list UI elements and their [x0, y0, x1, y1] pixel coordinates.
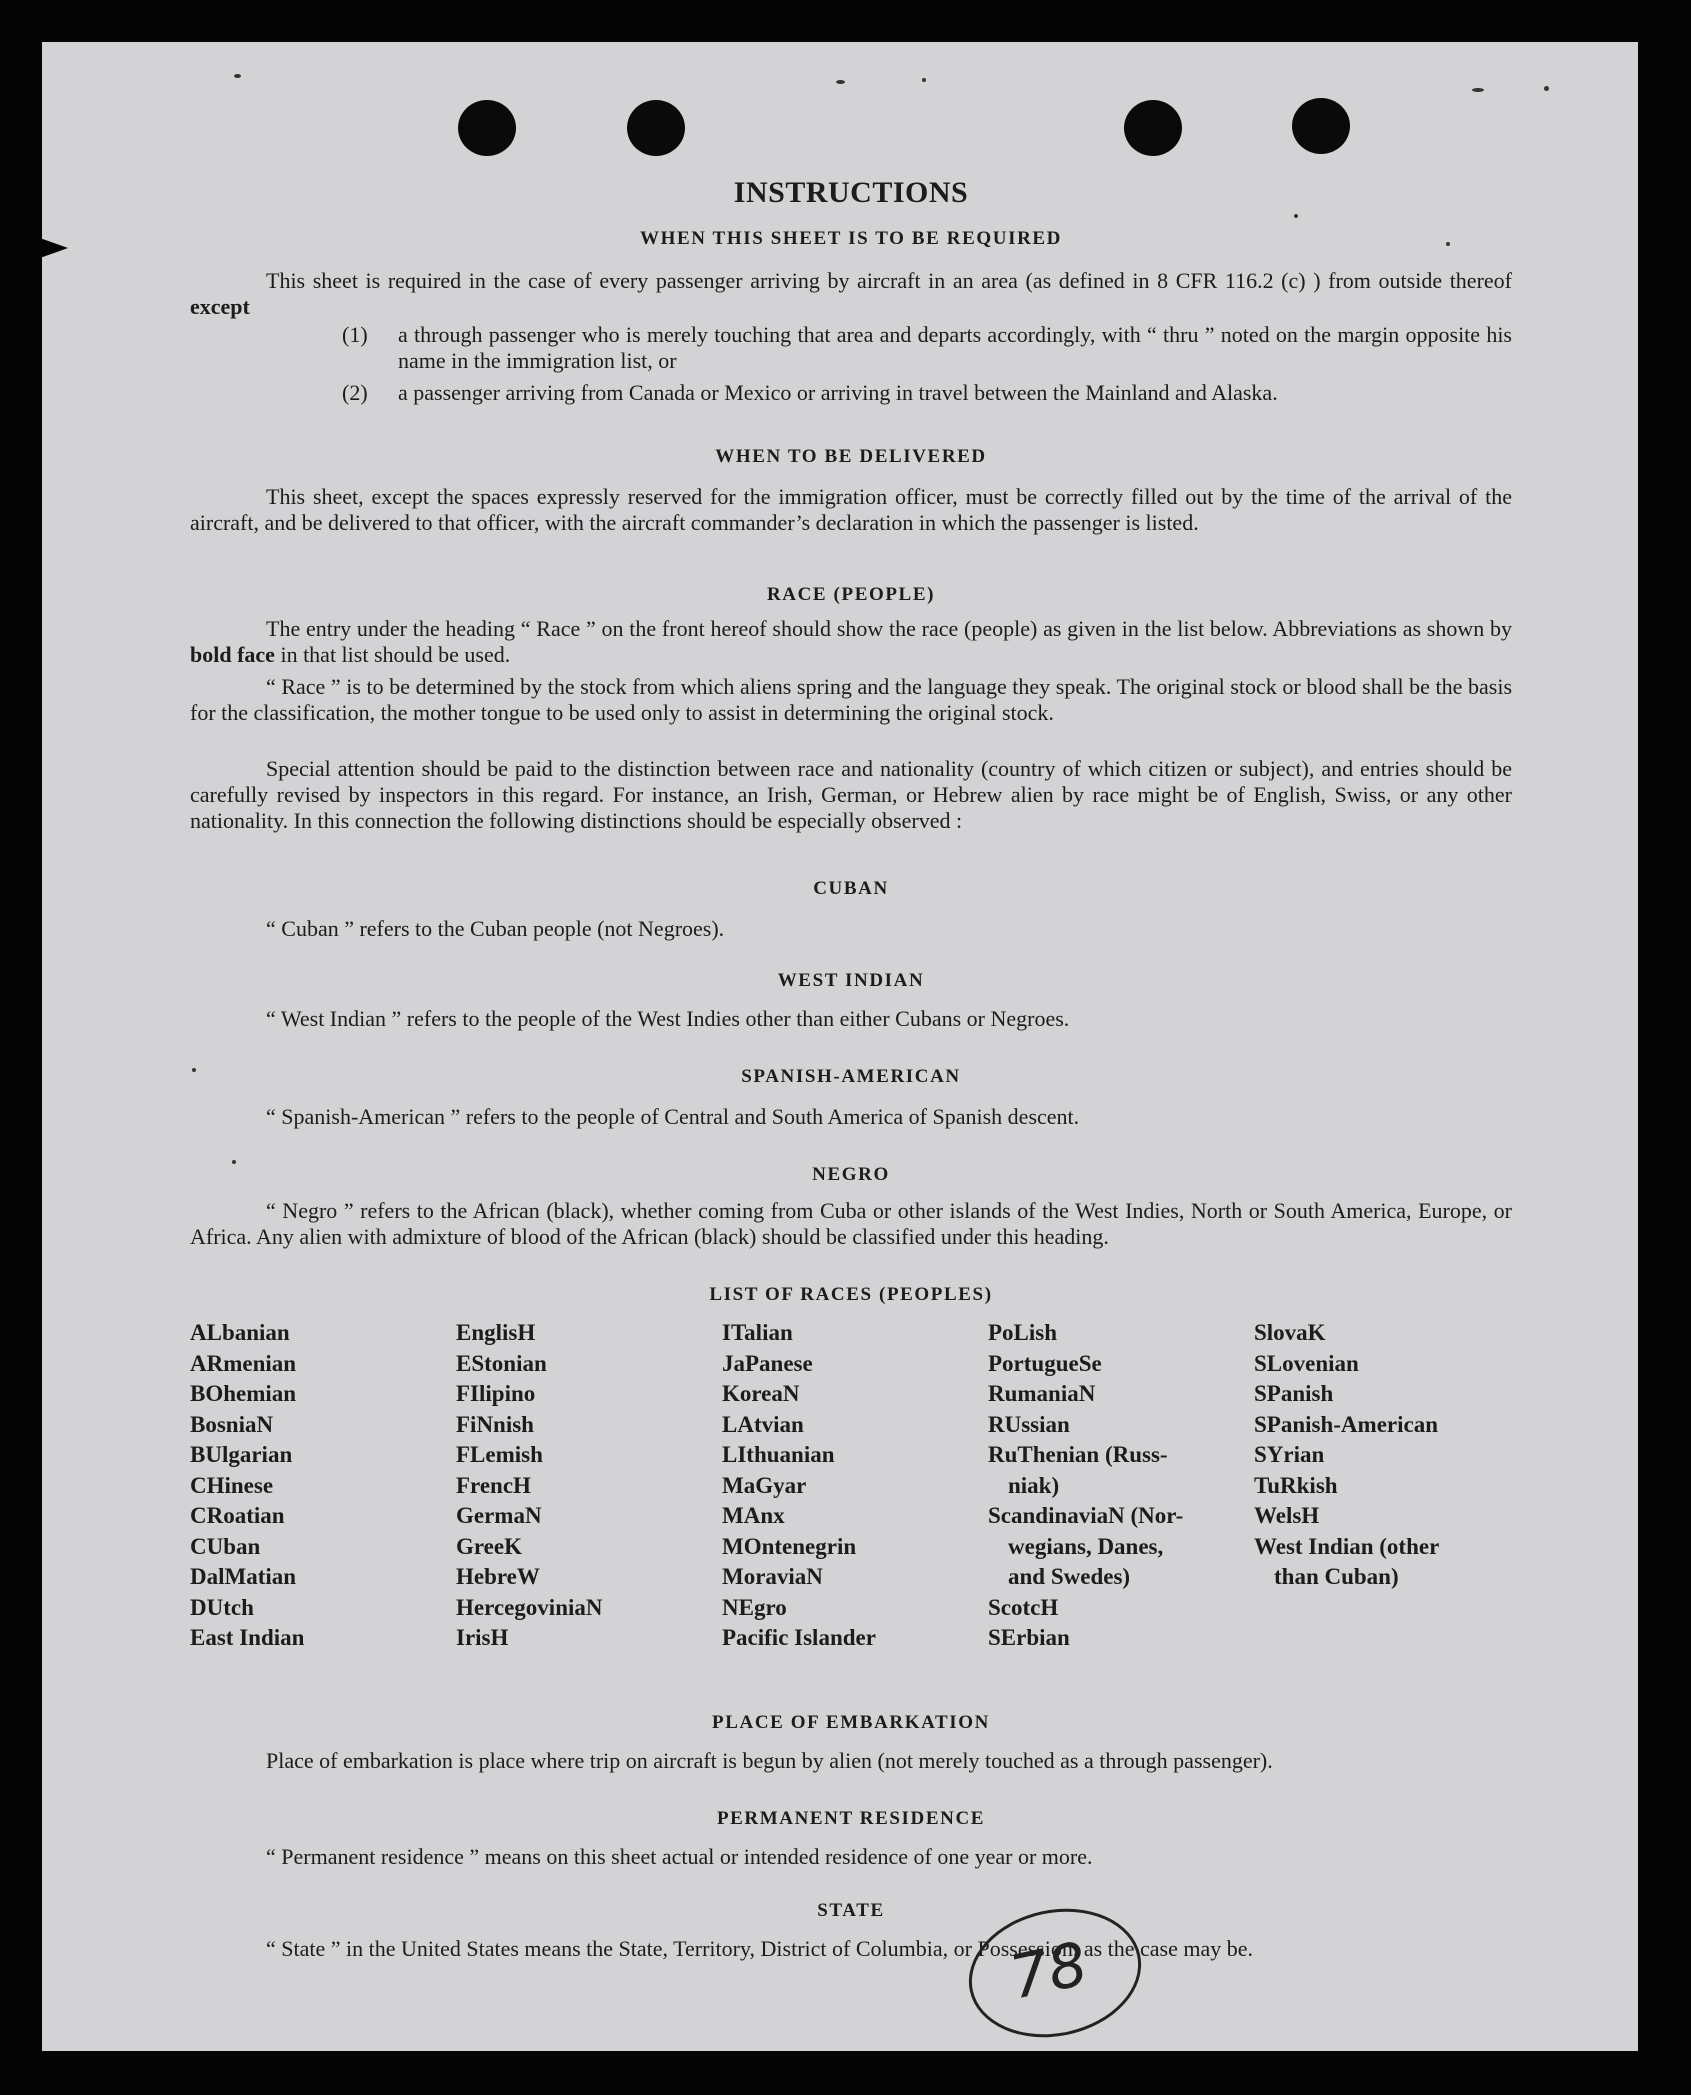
race-entry: CUban — [190, 1533, 261, 1559]
speck — [1472, 88, 1484, 92]
race-entry: SYrian — [1254, 1442, 1325, 1467]
race-entry-continued: niak) — [1008, 1472, 1060, 1498]
race-entry: MoraviaN — [722, 1564, 823, 1589]
race-entry: East Indian — [190, 1625, 305, 1650]
heading-list-of-races: LIST OF RACES (PEOPLES) — [709, 1284, 993, 1305]
state-text: “ State ” in the United States means the State, Territory, District of Columbia, or Possession, as the case may be. — [266, 1936, 1254, 1961]
race-entry: BUlgarian — [190, 1442, 293, 1467]
cuban-text: “ Cuban ” refers to the Cuban people (not Negroes). — [266, 916, 725, 941]
race-entry: ALbanian — [190, 1320, 290, 1345]
race-entry: FIlipino — [456, 1381, 536, 1406]
race-text-1c: in that list should be used. — [280, 642, 511, 667]
race-entry-continued: wegians, Danes, — [1008, 1533, 1164, 1559]
race-entry: PortugueSe — [988, 1350, 1102, 1376]
race-entry: MaGyar — [722, 1472, 807, 1498]
race-entry: LIthuanian — [722, 1442, 835, 1467]
race-entry: BosniaN — [190, 1411, 274, 1437]
except-bold: except — [190, 294, 250, 319]
embarkation-text: Place of embarkation is place where trip on aircraft is begun by alien (not merely touched as a through passenger). — [266, 1748, 1273, 1773]
race-entry: FiNnish — [456, 1411, 534, 1437]
race-entry: GreeK — [456, 1533, 522, 1559]
races-column-2 — [456, 1318, 706, 1654]
race-entry: CHinese — [190, 1472, 274, 1498]
race-entry: PoLish — [988, 1320, 1058, 1345]
race-entry: ITalian — [722, 1320, 793, 1345]
item-number: (2) — [342, 380, 368, 405]
race-entry: SPanish-American — [1254, 1411, 1438, 1437]
paragraph-race-3 — [190, 756, 1512, 834]
race-entry: FrencH — [456, 1472, 531, 1498]
punch-hole — [1292, 98, 1350, 154]
race-entry: JaPanese — [722, 1350, 813, 1376]
heading-spanish-american: SPANISH-AMERICAN — [741, 1066, 961, 1087]
race-entry: SLovenian — [1254, 1350, 1359, 1376]
paragraph-when-delivered — [190, 484, 1512, 536]
race-entry-continued: than Cuban) — [1274, 1564, 1399, 1589]
race-entry: West Indian (other — [1254, 1533, 1440, 1559]
heading-when-delivered: WHEN TO BE DELIVERED — [715, 446, 987, 467]
heading-state: STATE — [817, 1900, 885, 1921]
heading-when-required: WHEN THIS SHEET IS TO BE REQUIRED — [639, 228, 1063, 249]
race-text-3: Special attention should be paid to the distinction between race and nationality (country of which citizen or subject), and entries should be carefully revised by inspectors in this regard. For instance, an Irish, German, or Hebrew alien by race might be of English, Swiss, or any other nationality. In this connection the following distinctions should be especially observed : — [190, 756, 1512, 833]
races-column-1 — [190, 1318, 440, 1654]
stamp-number: 78 — [1004, 1929, 1094, 2014]
race-entry: TuRkish — [1254, 1472, 1338, 1498]
speck — [836, 80, 845, 84]
heading-race: RACE (PEOPLE) — [766, 584, 936, 605]
paragraph-race-2 — [190, 674, 1512, 726]
race-entry: BOhemian — [190, 1381, 297, 1406]
race-entry: MAnx — [722, 1503, 785, 1528]
race-entry: EnglisH — [456, 1320, 536, 1345]
negro-text: “ Negro ” refers to the African (black), whether coming from Cuba or other islands of the West Indies, North or South America, Europe, or Africa. Any alien with admixture of blood of the African (black) should be classified under this heading. — [190, 1198, 1512, 1249]
page-title: INSTRUCTIONS — [733, 176, 969, 209]
race-entry: EStonian — [456, 1350, 547, 1376]
heading-cuban: CUBAN — [813, 878, 889, 899]
document-page — [42, 42, 1638, 2051]
edge-marker — [42, 238, 68, 258]
exception-item-1 — [342, 322, 1512, 374]
speck — [234, 74, 241, 78]
speck — [1294, 214, 1298, 218]
paragraph-west-indian — [190, 1006, 1512, 1032]
item-text: a through passenger who is merely touching that area and departs accordingly, with “ thru ” noted on the margin opposite his name in the immigration list, or — [398, 322, 1512, 373]
paragraph-embarkation — [190, 1748, 1512, 1774]
paragraph-spanish-american — [190, 1104, 1512, 1130]
item-number: (1) — [342, 322, 368, 347]
race-entry: MOntenegrin — [722, 1533, 857, 1559]
item-text: a passenger arriving from Canada or Mexico or arriving in travel between the Mainland and Alaska. — [398, 380, 1278, 405]
races-column-4 — [988, 1318, 1238, 1654]
race-text-2: “ Race ” is to be determined by the stock from which aliens spring and the language they speak. The original stock or blood shall be the basis for the classification, the mother tongue to be used only to assist in determining the original stock. — [190, 674, 1512, 725]
race-entry-continued: and Swedes) — [1008, 1564, 1131, 1589]
race-entry: CRoatian — [190, 1503, 285, 1528]
race-entry: WelsH — [1254, 1503, 1320, 1528]
when-required-text: This sheet is required in the case of every passenger arriving by aircraft in an area (as defined in 8 CFR 116.2 (c) ) from outside thereof — [266, 268, 1512, 293]
speck — [1544, 86, 1549, 91]
race-entry: ARmenian — [190, 1350, 297, 1376]
heading-place-of-embarkation: PLACE OF EMBARKATION — [712, 1712, 990, 1733]
residence-text: “ Permanent residence ” means on this sheet actual or intended residence of one year or more. — [266, 1844, 1093, 1869]
heading-negro: NEGRO — [812, 1164, 890, 1185]
race-entry: ScotcH — [988, 1594, 1059, 1620]
races-column-3 — [722, 1318, 972, 1654]
race-entry: SlovaK — [1254, 1320, 1326, 1345]
spanish-american-text: “ Spanish-American ” refers to the people of Central and South America of Spanish descent. — [266, 1104, 1080, 1129]
race-entry: HercegoviniaN — [456, 1594, 603, 1620]
paragraph-negro — [190, 1198, 1512, 1250]
race-entry: RuThenian (Russ- — [988, 1442, 1168, 1467]
race-entry: IrisH — [456, 1625, 509, 1650]
punch-hole — [627, 100, 685, 156]
race-entry: HebreW — [456, 1564, 540, 1589]
paragraph-cuban — [190, 916, 1512, 942]
west-indian-text: “ West Indian ” refers to the people of the West Indies other than either Cubans or Negroes. — [266, 1006, 1070, 1031]
race-entry: DUtch — [190, 1594, 254, 1620]
paragraph-when-required — [190, 268, 1512, 320]
punch-hole — [458, 100, 516, 156]
paragraph-state — [190, 1936, 1512, 1962]
when-delivered-text: This sheet, except the spaces expressly reserved for the immigration officer, must be correctly filled out by the time of the arrival of the aircraft, and be delivered to that officer, with the aircraft commander’s declaration in which the passenger is listed. — [190, 484, 1512, 535]
races-column-5 — [1254, 1318, 1512, 1593]
race-entry: Pacific Islander — [722, 1625, 876, 1650]
race-entry: GermaN — [456, 1503, 542, 1528]
paragraph-race-1 — [190, 616, 1512, 668]
race-entry: SErbian — [988, 1625, 1070, 1650]
punch-hole — [1124, 100, 1182, 156]
race-entry: RUssian — [988, 1411, 1070, 1437]
race-entry: DalMatian — [190, 1564, 297, 1589]
heading-west-indian: WEST INDIAN — [777, 970, 925, 991]
race-entry: SPanish — [1254, 1381, 1334, 1406]
heading-permanent-residence: PERMANENT RESIDENCE — [716, 1808, 986, 1829]
race-text-1a: The entry under the heading “ Race ” on the front hereof should show the race (people) as given in the list below. Abbreviations as shown by — [266, 616, 1512, 641]
race-entry: KoreaN — [722, 1381, 800, 1406]
race-entry: RumaniaN — [988, 1381, 1096, 1406]
race-entry: NEgro — [722, 1594, 787, 1620]
speck — [922, 78, 926, 82]
race-entry: FLemish — [456, 1442, 543, 1467]
race-entry: LAtvian — [722, 1411, 804, 1437]
exception-item-2 — [342, 380, 1512, 406]
bold-face-text: bold face — [190, 642, 275, 667]
paragraph-residence — [190, 1844, 1512, 1870]
race-entry: ScandinaviaN (Nor- — [988, 1503, 1184, 1528]
